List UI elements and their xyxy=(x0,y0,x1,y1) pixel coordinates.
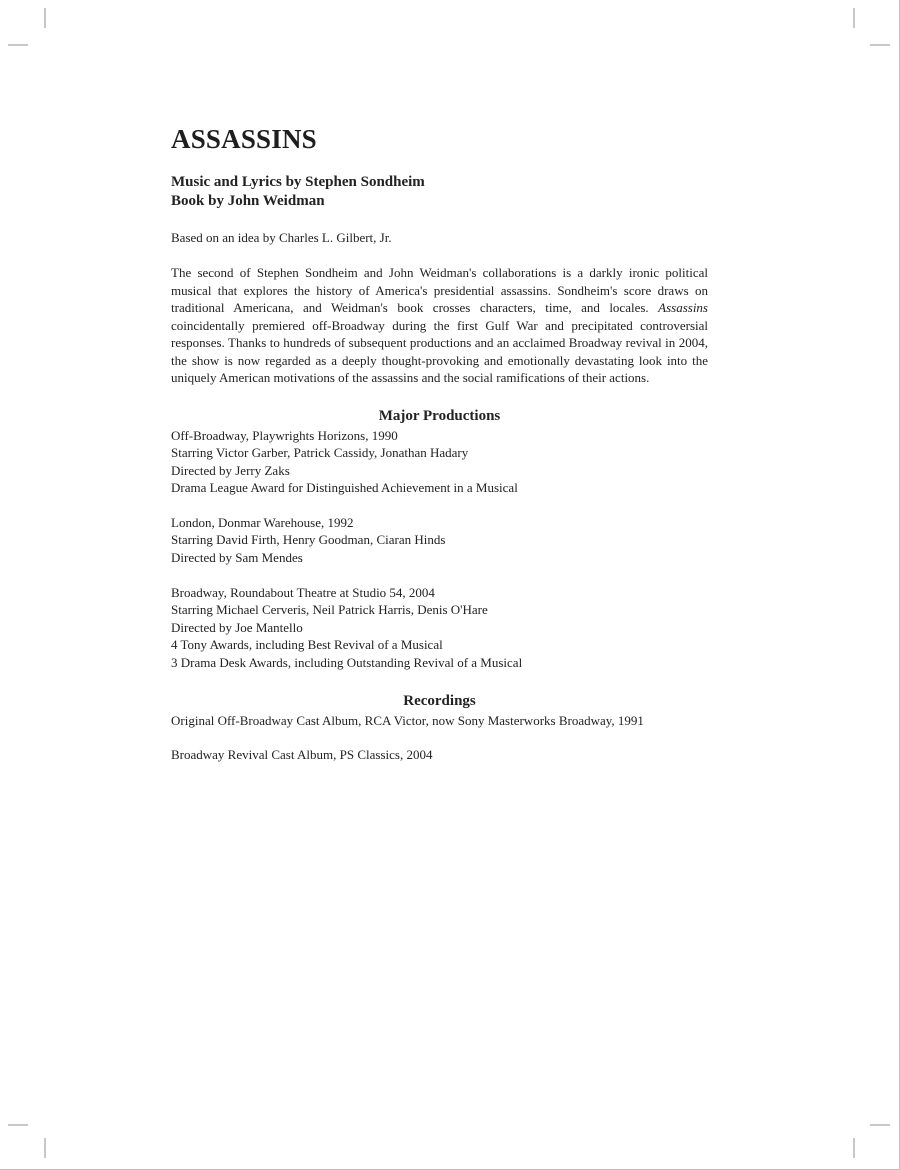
credit-book: Book by John Weidman xyxy=(171,193,325,209)
crop-mark-bottom-left xyxy=(44,1138,46,1158)
production-line: Starring Victor Garber, Patrick Cassidy, Jonathan Hadary xyxy=(171,445,469,461)
crop-mark-top-left xyxy=(44,8,46,28)
production-line: Broadway, Roundabout Theatre at Studio 54, 2004 xyxy=(171,584,435,600)
production-list xyxy=(171,427,708,672)
production-entry xyxy=(171,584,708,672)
crop-mark-top-right xyxy=(853,8,855,28)
recordings-heading: Recordings xyxy=(403,692,476,709)
credit-music-lyrics: Music and Lyrics by Stephen Sondheim xyxy=(171,174,425,190)
document-content xyxy=(171,124,708,781)
recording-item: Broadway Revival Cast Album, PS Classics, 2004 xyxy=(171,747,433,763)
production-line: Directed by Jerry Zaks xyxy=(171,462,290,478)
credits-block xyxy=(171,173,708,211)
crop-mark-bottom-right-h xyxy=(870,1124,890,1126)
production-line: London, Donmar Warehouse, 1992 xyxy=(171,514,354,530)
description-text-1: The second of Stephen Sondheim and John Weidman's collaborations is a darkly ironic political musical that explores the history of America's presidential assassins. Sondheim's score draws on traditional Americana, and Weidman's book crosses characters, time, and locales. xyxy=(171,265,708,315)
crop-mark-bottom-right xyxy=(853,1138,855,1158)
production-line: Starring Michael Cerveris, Neil Patrick Harris, Denis O'Hare xyxy=(171,602,488,618)
production-line: Off-Broadway, Playwrights Horizons, 1990 xyxy=(171,427,398,443)
recordings-list xyxy=(171,712,708,764)
show-title: ASSASSINS xyxy=(171,124,317,154)
crop-mark-top-left-h xyxy=(8,44,28,46)
production-entry xyxy=(171,514,708,567)
production-line: 3 Drama Desk Awards, including Outstanding Revival of a Musical xyxy=(171,655,523,671)
crop-mark-bottom-left-h xyxy=(8,1124,28,1126)
production-entry xyxy=(171,427,708,497)
description-text-2: coincidentally premiered off-Broadway during the first Gulf War and precipitated controversial responses. Thanks to hundreds of subsequent productions and an acclaimed Broadway revival in 2004, the show is now regarded as a deeply thought-provoking and emotionally devastating look into the uniquely American motivations of the assassins and the social ramifications of their actions. xyxy=(171,317,708,385)
recording-item: Original Off-Broadway Cast Album, RCA Victor, now Sony Masterworks Broadway, 1991 xyxy=(171,712,644,728)
production-line: Starring David Firth, Henry Goodman, Ciaran Hinds xyxy=(171,532,446,548)
description-italic-title: Assassins xyxy=(658,300,708,315)
major-productions-heading: Major Productions xyxy=(378,407,501,424)
production-line: Directed by Sam Mendes xyxy=(171,550,303,566)
crop-mark-top-right-h xyxy=(870,44,890,46)
production-line: Drama League Award for Distinguished Achievement in a Musical xyxy=(171,480,518,496)
production-line: Directed by Joe Mantello xyxy=(171,619,303,635)
description-paragraph xyxy=(171,264,708,387)
production-line: 4 Tony Awards, including Best Revival of a Musical xyxy=(171,637,443,653)
based-on-line: Based on an idea by Charles L. Gilbert, Jr. xyxy=(171,230,392,245)
